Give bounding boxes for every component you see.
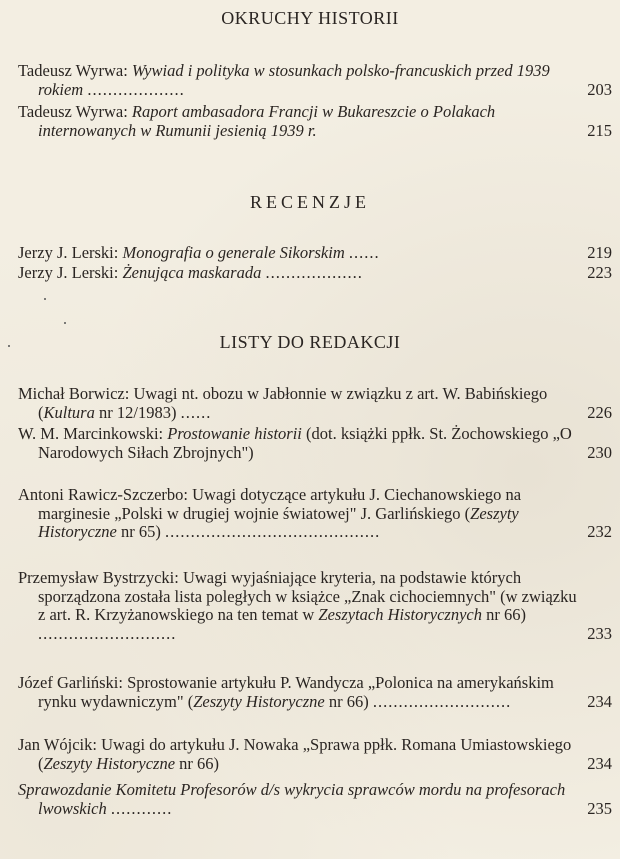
section-title-okruchy-historii: OKRUCHY HISTORII [221,8,399,28]
entry-journal: Zeszyty Historyczne [193,691,325,711]
entry-author: Jerzy J. Lerski: [18,243,119,262]
entry-description: Uwagi dotyczące artykułu J. Ciechanowskiego na marginesie „Polski w drugiej wojnie światowej" J. Garlińskiego ( [38,485,522,523]
entry-title: Żenująca maskarada [122,263,262,282]
toc-entry [18,781,612,818]
entry-journal: Kultura [43,402,95,422]
toc-entry-text [18,62,578,99]
entry-description-end: nr 12/1983) [94,402,177,422]
entry-author: Tadeusz Wyrwa: [18,102,128,121]
page-number: 232 [587,522,612,541]
entry-description: Uwagi wyjaśniające kryteria, na podstawie których sporządzona została lista poległych w książce „Znak cichociemnych" (w związku z art. R. Krzyżanowskiego na ten temat w [38,568,577,624]
toc-entry [18,569,612,643]
entry-journal: Zeszyty Historyczne [43,753,176,773]
leader-dots: ........................... [372,691,512,711]
leader-dots: ............ [110,798,173,818]
entry-title: Raport ambasadora Francji w Bukareszcie o Polakach internowanych w Rumunii jesienią 1939 r. [38,102,496,140]
entry-description-end: nr 66) [482,605,526,624]
toc-entry-text [18,103,578,140]
entry-title: Sprawozdanie Komitetu Profesorów d/s wykrycia sprawców mordu na profesorach lwowskich [18,780,566,818]
toc-entry-text [18,781,578,818]
page-number: 219 [587,243,612,262]
paper-speck [64,322,66,324]
entry-author: Jan Wójcik: [18,735,97,754]
toc-entry [18,62,612,99]
toc-entry-text [18,244,578,263]
page-number: 223 [587,263,612,282]
entry-author: Przemysław Bystrzycki: [18,568,179,587]
entry-author: Antoni Rawicz-Szczerbo: [18,485,188,504]
entry-title: Monografia o generale Sikorskim [122,243,345,262]
toc-entry-text [18,425,578,462]
entry-journal: Zeszytach Historycznych [318,605,482,624]
entry-journal: Zeszyty Historyczne [38,503,519,541]
page-number: 234 [587,753,612,773]
toc-entry [18,736,612,773]
page-number: 203 [587,79,612,99]
page-number: 234 [587,691,612,711]
paper-speck [44,298,46,300]
entry-author: W. M. Marcinkowski: [18,424,164,443]
leader-dots: ................... [87,79,185,99]
entry-description-end: nr 65) [116,522,161,541]
toc-entry [18,264,612,283]
entry-title: Prostowanie historii [167,424,302,443]
leader-dots: ................... [265,263,363,282]
entry-description: Uwagi do artykułu J. Nowaka „Sprawa ppłk. Romana Umiastowskiego ( [38,735,572,773]
leader-dots: ...... [348,243,380,262]
entry-author: Jerzy J. Lerski: [18,263,119,282]
section-title-recenzje: RECENZJE [250,192,370,212]
entry-title: Wywiad i polityka w stosunkach polsko-francuskich przed 1939 rokiem [38,61,550,99]
section-title-listy-do-redakcji: LISTY DO REDAKCJI [219,332,401,352]
leader-dots: ...... [180,402,212,422]
page-number: 215 [587,120,612,140]
toc-entry-text [18,569,578,643]
toc-entry [18,674,612,711]
toc-entry [18,425,612,462]
entry-description: (dot. książki ppłk. St. Żochowskiego „O Narodowych Siłach Zbrojnych") [38,424,572,462]
toc-entry-text [18,264,578,283]
leader-dots: .......................................... [164,522,381,541]
toc-entry [18,103,612,140]
entry-description: Uwagi nt. obozu w Jabłonnie w związku z art. W. Babińskiego ( [38,384,548,422]
entry-author: Tadeusz Wyrwa: [18,61,128,80]
page-number: 230 [587,442,612,462]
leader-dots: ........................... [38,623,177,643]
page-number: 226 [587,402,612,422]
paper-speck [8,345,10,347]
toc-entry-text [18,385,578,422]
toc-entry [18,385,612,422]
toc-entry-text [18,674,578,711]
entry-author: Józef Garliński: [18,673,123,692]
page-number: 233 [587,623,612,643]
toc-entry [18,486,612,542]
toc-entry-text [18,486,578,542]
toc-entry [18,244,612,263]
entry-description: Sprostowanie artykułu P. Wandycza „Polonica na amerykańskim rynku wydawniczym" ( [38,673,554,711]
entry-author: Michał Borwicz: [18,384,130,403]
entry-description-end: nr 66) [324,691,369,711]
entry-description-end: nr 66) [175,753,220,773]
page-number: 235 [587,798,612,818]
toc-entry-text [18,736,578,773]
